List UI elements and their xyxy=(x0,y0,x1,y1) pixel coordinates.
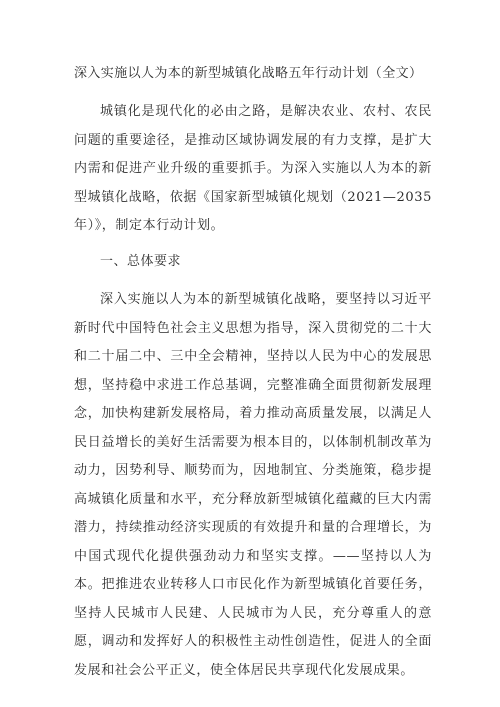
intro-paragraph: 城镇化是现代化的必由之路，是解决农业、农村、农民问题的重要途径，是推动区域协调发展的有力支撑，是扩大内需和促进产业升级的重要抓手。为深入实施以人为本的新型城镇化战略，依据《国家新型城镇化规划（2021—2035年）》，制定本行动计划。 xyxy=(74,104,432,233)
section-heading-general-requirements: 一、总体要求 xyxy=(100,254,182,269)
document-title: 深入实施以人为本的新型城镇化战略五年行动计划（全文） xyxy=(74,66,423,81)
section-paragraph-general-requirements: 深入实施以人为本的新型城镇化战略，要坚持以习近平新时代中国特色社会主义思想为指导，深入贯彻党的二十大和二十届二中、三中全会精神，坚持以人民为中心的发展思想，坚持稳中求进工作总基调，完整准确全面贯彻新发展理念，加快构建新发展格局，着力推动高质量发展，以满足人民日益增长的美好生活需要为根本目的，以体制机制改革为动力，因势利导、顺势而为，因地制宜、分类施策，稳步提高城镇化质量和水平，充分释放新型城镇化蕴藏的巨大内需潜力，持续推动经济实现质的有效提升和量的合理增长，为中国式现代化提供强劲动力和坚实支撑。——坚持以人为本。把推进农业转移人口市民化作为新型城镇化首要任务，坚持人民城市人民建、人民城市为人民，充分尊重人的意愿，调动和发挥好人的积极性主动性创造性，促进人的全面发展和社会公平正义，使全体居民共享现代化发展成果。 xyxy=(74,292,432,678)
